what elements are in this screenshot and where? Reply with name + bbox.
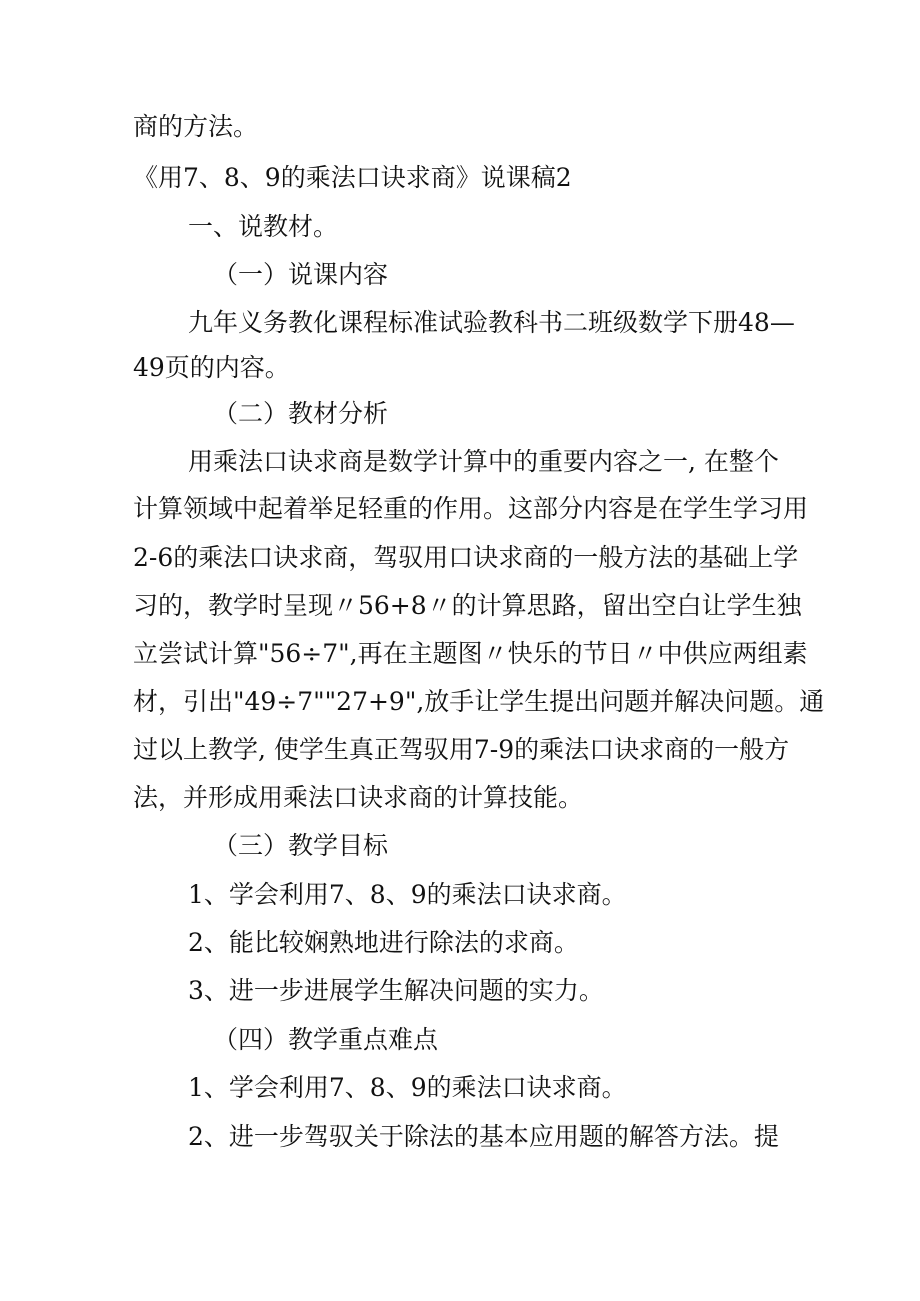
paragraph-line: 2-6的乘法口诀求商，驾驭用口诀求商的一般方法的基础上学 [133,543,799,572]
list-item: 2、进一步驾驭关于除法的基本应用题的解答方法。提 [188,1122,779,1151]
paragraph-line: 材，引出"49÷7""27+9",放手让学生提出问题并解决问题。通 [133,687,825,716]
list-item: 1、学会利用7、8、9的乘法口诀求商。 [188,1073,627,1102]
paragraph-line: 过以上教学, 使学生真正驾驭用7-9的乘法口诀求商的一般方 [133,735,790,764]
heading-1: 一、说教材。 [188,212,339,241]
paragraph-line: 习的，教学时呈现〃56+8〃的计算思路，留出空白让学生独 [133,591,802,620]
paragraph-line: 49页的内容。 [133,353,290,382]
subheading: （二）教材分析 [213,399,389,428]
section-title: 《用7、8、9的乘法口诀求商》说课稿2 [133,163,572,192]
list-item: 2、能比较娴熟地进行除法的求商。 [188,928,579,957]
list-item: 3、进一步进展学生解决问题的实力。 [188,976,604,1005]
subheading: （一）说课内容 [213,260,389,289]
list-item: 1、学会利用7、8、9的乘法口诀求商。 [188,880,627,909]
paragraph-line: 用乘法口诀求商是数学计算中的重要内容之一, 在整个 [188,447,779,476]
paragraph-line: 立尝试计算"56÷7",再在主题图〃快乐的节日〃中供应两组素 [133,639,808,668]
paragraph-line: 商的方法。 [133,112,259,141]
paragraph-line: 九年义务教化课程标准试验教科书二班级数学下册48— [188,308,795,337]
subheading: （三）教学目标 [213,831,389,860]
paragraph-line: 计算领域中起着举足轻重的作用。这部分内容是在学生学习用 [133,494,809,523]
paragraph-line: 法，并形成用乘法口诀求商的计算技能。 [133,783,584,812]
subheading: （四）教学重点难点 [213,1025,439,1054]
